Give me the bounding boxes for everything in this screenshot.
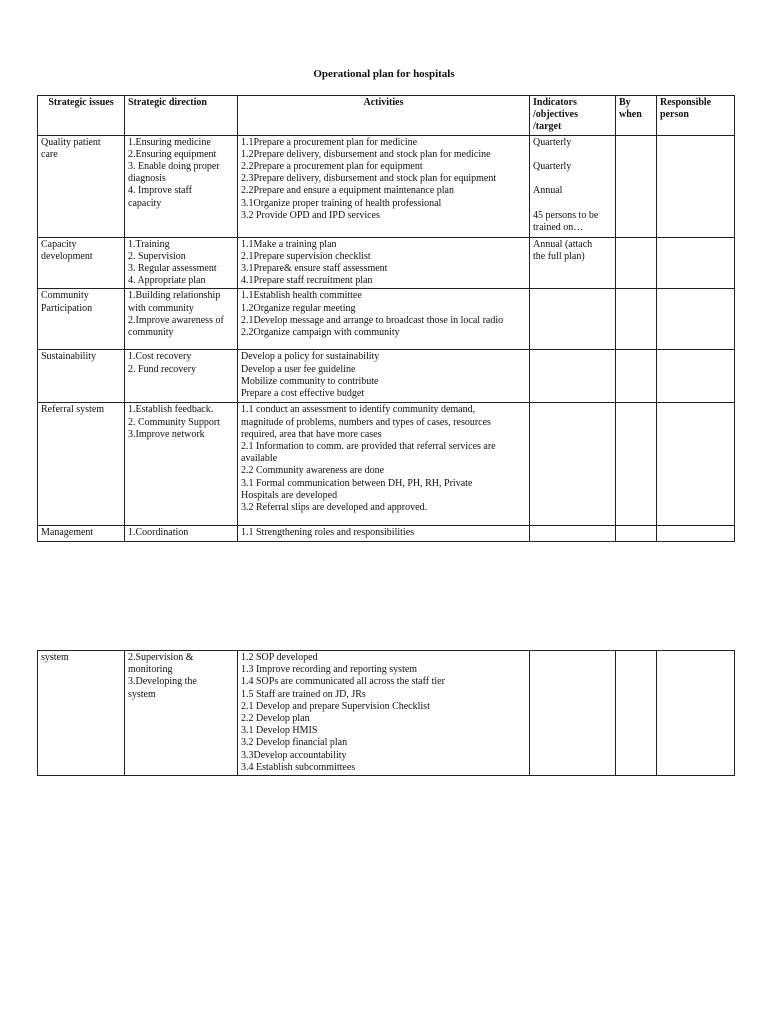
cell-line: Referral system	[41, 404, 105, 416]
cell-line: 2. Community Support	[128, 416, 220, 428]
cell-responsible-person	[657, 403, 735, 526]
cell-line: monitoring	[128, 664, 173, 676]
cell-strategic-direction	[125, 135, 238, 237]
cell-line: 3.Improve network	[128, 428, 205, 440]
cell-responsible-person	[657, 135, 735, 237]
cell-line	[533, 173, 612, 185]
cell-line: 3.4 Establish subcommittees	[241, 761, 356, 773]
cell-line: 1.2Organize regular meeting	[241, 302, 356, 314]
cell-by-when	[616, 350, 657, 403]
cell-line: diagnosis	[128, 173, 166, 185]
cell-line: 3.2 Referral slips are developed and approved.	[241, 502, 428, 514]
cell-line: 2.1Prepare supervision checklist	[241, 250, 371, 262]
cell-line: system	[41, 652, 69, 663]
cell-line: 1.2 SOP developed	[241, 652, 318, 663]
cell-line: Sustainability	[41, 351, 96, 363]
cell-strategic-issue	[38, 289, 125, 350]
cell-line: 4.1Prepare staff recruitment plan	[241, 275, 373, 287]
cell-line: 1.1Establish health committee	[241, 290, 362, 302]
cell-strategic-direction	[125, 237, 238, 289]
cell-indicators	[530, 289, 616, 350]
cell-activities	[238, 403, 530, 526]
cell-line: /target	[533, 121, 562, 133]
cell-line: 2.1Develop message and arrange to broadcast those in local radio	[241, 314, 504, 326]
table-row	[38, 350, 735, 403]
header-indicators	[530, 96, 616, 136]
cell-responsible-person	[657, 651, 735, 776]
cell-line: when	[619, 109, 642, 121]
cell-line: 1.Cost recovery	[128, 351, 192, 363]
cell-line: 3.2 Develop financial plan	[241, 737, 348, 749]
table-row	[38, 135, 735, 237]
cell-responsible-person	[657, 350, 735, 403]
cell-line: capacity	[128, 197, 162, 209]
cell-line: 3.3Develop accountability	[241, 749, 347, 761]
cell-indicators	[530, 651, 616, 776]
table-row	[38, 403, 735, 526]
cell-line: 3. Enable doing proper	[128, 161, 220, 173]
cell-line: 3. Regular assessment	[128, 263, 217, 275]
cell-strategic-issue	[38, 651, 125, 776]
cell-line: 1.Coordination	[128, 527, 189, 539]
cell-activities	[238, 526, 530, 541]
cell-line: Prepare a cost effective budget	[241, 388, 365, 400]
cell-line: 3.2 Provide OPD and IPD services	[241, 209, 380, 221]
cell-strategic-issue	[38, 135, 125, 237]
cell-line: 2. Fund recovery	[128, 363, 197, 375]
cell-line: 3.1 Develop HMIS	[241, 725, 318, 737]
cell-by-when	[616, 237, 657, 289]
cell-line: Community	[41, 290, 89, 302]
cell-line: 2.1 Develop and prepare Supervision Checklist	[241, 700, 430, 712]
cell-line: the full plan)	[533, 250, 585, 262]
cell-activities	[238, 350, 530, 403]
cell-responsible-person	[657, 289, 735, 350]
cell-line: Mobilize community to contribute	[241, 375, 379, 387]
operational-plan-table-continued	[37, 650, 735, 776]
cell-line: Hospitals are developed	[241, 489, 338, 501]
cell-line: 4. Improve staff	[128, 185, 192, 197]
cell-line: 4. Appropriate plan	[128, 275, 206, 287]
cell-line: magnitude of problems, numbers and types of cases, resources	[241, 416, 491, 428]
cell-line: care	[41, 148, 58, 160]
cell-strategic-direction	[125, 350, 238, 403]
cell-line: required, area that have more cases	[241, 428, 382, 440]
cell-line: 1.Building relationship	[128, 290, 221, 302]
cell-line: 1.2Prepare delivery, disbursement and stock plan for medicine	[241, 148, 491, 160]
cell-line: 2. Supervision	[128, 250, 186, 262]
cell-line: community	[128, 327, 174, 339]
cell-line: 2.2Prepare and ensure a equipment maintenance plan	[241, 185, 454, 197]
cell-indicators	[530, 135, 616, 237]
cell-line: 2.3Prepare delivery, disbursement and stock plan for equipment	[241, 173, 497, 185]
cell-line: 1.Training	[128, 238, 170, 250]
cell-line: Quality patient	[41, 136, 101, 148]
cell-line: 1.1Prepare a procurement plan for medicine	[241, 136, 418, 148]
cell-activities	[238, 237, 530, 289]
cell-line: 2.Ensuring equipment	[128, 148, 217, 160]
cell-line: development	[41, 250, 93, 262]
cell-line: system	[128, 688, 156, 700]
table-row	[38, 237, 735, 289]
cell-indicators	[530, 526, 616, 541]
header-activities: Activities	[238, 96, 530, 136]
cell-responsible-person	[657, 237, 735, 289]
cell-strategic-direction	[125, 526, 238, 541]
cell-line: 2.Improve awareness of	[128, 314, 224, 326]
cell-line: 3.Developing the	[128, 676, 197, 688]
cell-by-when	[616, 135, 657, 237]
cell-strategic-direction	[125, 403, 238, 526]
cell-strategic-issue	[38, 403, 125, 526]
cell-line: person	[660, 109, 689, 121]
cell-strategic-issue	[38, 237, 125, 289]
cell-responsible-person	[657, 526, 735, 541]
cell-indicators	[530, 403, 616, 526]
cell-line: 1.Establish feedback.	[128, 404, 214, 416]
cell-line: 2.1 Information to comm. are provided that referral services are	[241, 441, 496, 453]
cell-line: Develop a policy for sustainability	[241, 351, 380, 363]
cell-line: 1.3 Improve recording and reporting system	[241, 664, 418, 676]
cell-line: 1.4 SOPs are communicated all across the staff tier	[241, 676, 445, 688]
cell-line: Annual (attach	[533, 238, 593, 250]
cell-strategic-direction	[125, 289, 238, 350]
cell-line	[533, 198, 612, 210]
cell-strategic-issue	[38, 350, 125, 403]
table-row	[38, 651, 735, 776]
cell-line: Annual	[533, 185, 563, 197]
cell-line: 1.5 Staff are trained on JD, JRs	[241, 688, 366, 700]
cell-line: 2.2 Community awareness are done	[241, 465, 385, 477]
cell-line: 2.2Organize campaign with community	[241, 327, 400, 339]
cell-activities	[238, 135, 530, 237]
table-row	[38, 289, 735, 350]
cell-strategic-direction	[125, 651, 238, 776]
cell-line: 1.1 conduct an assessment to identify community demand,	[241, 404, 476, 416]
cell-line: 2.Supervision &	[128, 652, 194, 663]
cell-line: available	[241, 453, 278, 465]
cell-line: 3.1Organize proper training of health professional	[241, 197, 442, 209]
cell-by-when	[616, 651, 657, 776]
table-header-row	[38, 96, 735, 136]
cell-line: Capacity	[41, 238, 77, 250]
cell-by-when	[616, 403, 657, 526]
cell-line: Develop a user fee guideline	[241, 363, 356, 375]
cell-line: 2.2Prepare a procurement plan for equipment	[241, 161, 423, 173]
cell-by-when	[616, 526, 657, 541]
cell-line: 2.2 Develop plan	[241, 713, 310, 725]
cell-line: Participation	[41, 302, 93, 314]
cell-line: 1.1Make a training plan	[241, 238, 337, 250]
cell-line: /objectives	[533, 109, 578, 121]
cell-by-when	[616, 289, 657, 350]
header-strategic-issues: Strategic issues	[38, 96, 125, 136]
cell-strategic-issue	[38, 526, 125, 541]
cell-line: Quarterly	[533, 136, 572, 148]
cell-line: 1.Ensuring medicine	[128, 136, 211, 148]
cell-line: Responsible	[660, 97, 712, 108]
page-title: Operational plan for hospitals	[313, 68, 455, 80]
cell-activities	[238, 651, 530, 776]
cell-line: By	[619, 97, 631, 108]
operational-plan-table	[37, 95, 735, 542]
cell-line: 1.1 Strengthening roles and responsibilities	[241, 527, 415, 539]
cell-indicators	[530, 237, 616, 289]
cell-line: Management	[41, 527, 94, 539]
header-by-when	[616, 96, 657, 136]
cell-line: Indicators	[533, 97, 577, 108]
cell-line: 45 persons to be	[533, 209, 599, 221]
header-responsible-person	[657, 96, 735, 136]
header-strategic-direction: Strategic direction	[125, 96, 238, 136]
cell-line: with community	[128, 302, 194, 314]
cell-indicators	[530, 350, 616, 403]
cell-line: Quarterly	[533, 161, 572, 173]
cell-activities	[238, 289, 530, 350]
cell-line	[533, 149, 612, 161]
table-row	[38, 526, 735, 541]
cell-line: trained on…	[533, 222, 584, 234]
cell-line: 3.1 Formal communication between DH, PH, RH, Private	[241, 477, 473, 489]
cell-line: 3.1Prepare& ensure staff assessment	[241, 263, 388, 275]
